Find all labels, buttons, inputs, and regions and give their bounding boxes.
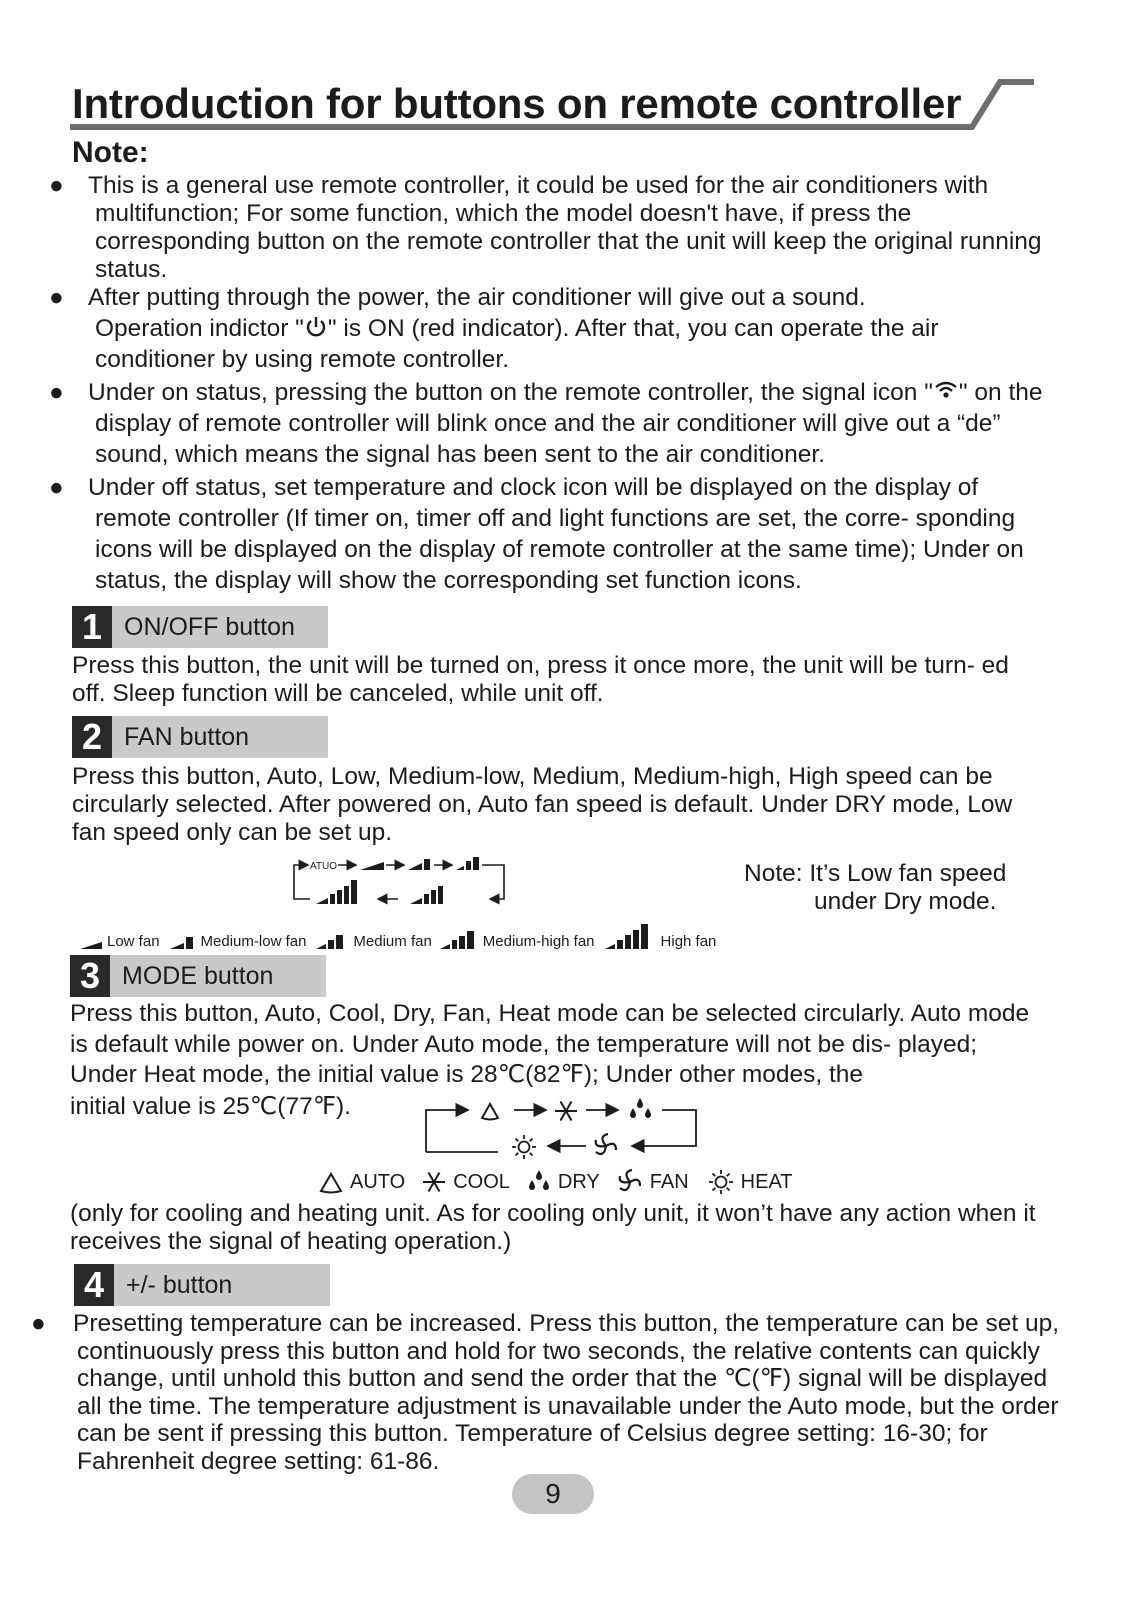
legend-fan: FAN — [649, 1170, 689, 1193]
high-fan-icon — [605, 924, 657, 950]
medium-fan-icon — [316, 932, 350, 950]
note-bullet-3: ● Under on status, pressing the button on the remote controller, the signal icon " " on the display of remote controller will blink once and the air conditioner will give out a “de” sound, which means the signal has been sent to the air conditioner. — [49, 379, 1043, 468]
title-underline-decoration — [70, 76, 1040, 134]
section-label: FAN button — [112, 716, 328, 758]
section-number: 4 — [74, 1264, 114, 1306]
section-number: 3 — [70, 955, 110, 997]
section-header-mode — [70, 955, 326, 997]
note-bullet-2: ● After putting through the power, the air conditioner will give out a sound. Operation indictor " " is ON (red indicator). After that, you can operate the air conditioner by using remote controller. — [49, 284, 939, 373]
fan-legend — [80, 924, 716, 950]
signal-icon — [933, 380, 959, 400]
mode-cycle-diagram — [420, 1094, 702, 1164]
legend-medium-low-fan: Medium-low fan — [200, 933, 307, 950]
section-number: 2 — [72, 716, 112, 758]
dry-mode-icon — [630, 1098, 651, 1118]
low-fan-icon — [80, 936, 104, 950]
note-heading: Note: — [72, 136, 149, 169]
page-title: Introduction for buttons on remote controller — [72, 80, 962, 127]
fan-speed-cycle-diagram — [288, 852, 514, 910]
legend-high-fan: High fan — [660, 933, 717, 950]
auto-icon — [318, 1169, 344, 1195]
fan-mode-icon — [596, 1134, 616, 1154]
heat-mode-icon — [512, 1135, 536, 1159]
heat-icon — [707, 1168, 735, 1196]
section-header-fan — [72, 716, 328, 758]
section-text-mode: Press this button, Auto, Cool, Dry, Fan, Heat mode can be selected circularly. Auto mode is default while power on. Under Auto mode, the temperature will not be dis- played; Under Heat mode, the initial value is 28℃(82℉); Under other modes, the — [70, 1000, 1030, 1088]
fan-note-line-1: Note: It’s Low fan speed — [744, 860, 1007, 887]
legend-dry: DRY — [557, 1170, 600, 1193]
fan-dry-note — [744, 860, 1044, 916]
legend-medium-fan: Medium fan — [353, 933, 432, 950]
cool-mode-icon — [555, 1102, 577, 1121]
fan-note-line-2: under Dry mode. — [814, 888, 997, 915]
legend-auto: AUTO — [350, 1170, 406, 1193]
section-text-mode-last: initial value is 25℃(77℉). — [70, 1093, 351, 1120]
medium-low-fan-icon — [170, 934, 198, 950]
section-header-plus-minus — [74, 1264, 330, 1306]
legend-low-fan: Low fan — [107, 933, 160, 950]
mode-footnote: (only for cooling and heating unit. As for cooling only unit, it won’t have any action when it receives the signal of heating operation.) — [70, 1200, 1036, 1255]
power-icon — [304, 315, 328, 339]
section-label: ON/OFF button — [112, 606, 328, 648]
legend-cool: COOL — [453, 1170, 510, 1193]
section-text-fan: Press this button, Auto, Low, Medium-low, Medium, Medium-high, High speed can be circularly selected. After powered on, Auto fan speed is default. Under DRY mode, Low fan speed only can be set up. — [72, 763, 1013, 846]
note-bullet-4: ● Under off status, set temperature and clock icon will be displayed on the display of remote controller (If timer on, timer off and light functions are set, the corre- sponding icons will be displayed on the display of remote controller at the same time); Under on status, the display will show the corresponding set function icons. — [49, 474, 1024, 594]
cool-icon — [421, 1169, 447, 1195]
fan-icon — [616, 1168, 644, 1196]
section-label: MODE button — [110, 955, 326, 997]
section-header-onoff — [72, 606, 328, 648]
auto-mode-icon — [482, 1104, 498, 1120]
section-text-plus-minus: ● Presetting temperature can be increased. Press this button, the temperature can be set up, continuously press this button and hold for two seconds, the relative contents can quickly change, until unhold this button and send the order that the ℃(℉) signal will be displayed all the time. The temperature adjustment is unavailable under the Auto mode, but the order can be sent if pressing this button. Temperature of Celsius degree setting: 16-30; for Fahrenheit degree setting: 61-86. — [31, 1310, 1060, 1475]
legend-medium-high-fan: Medium-high fan — [482, 933, 595, 950]
section-text-onoff: Press this button, the unit will be turned on, press it once more, the unit will be turn- ed off. Sleep function will be canceled, while unit off. — [72, 652, 1009, 707]
section-label: +/- button — [114, 1264, 330, 1306]
note-bullet-1: ● This is a general use remote controller, it could be used for the air conditioners with multifunction; For some function, which the model doesn't have, if press the corresponding button on the remote controller that the unit will keep the original running status. — [49, 172, 1042, 283]
section-number: 1 — [72, 606, 112, 648]
legend-heat: HEAT — [740, 1170, 793, 1193]
mode-legend — [318, 1168, 793, 1196]
dry-icon — [526, 1168, 552, 1196]
medium-high-fan-icon — [440, 930, 480, 950]
page-number: 9 — [512, 1474, 594, 1514]
auto-label: ATUO — [310, 861, 338, 872]
